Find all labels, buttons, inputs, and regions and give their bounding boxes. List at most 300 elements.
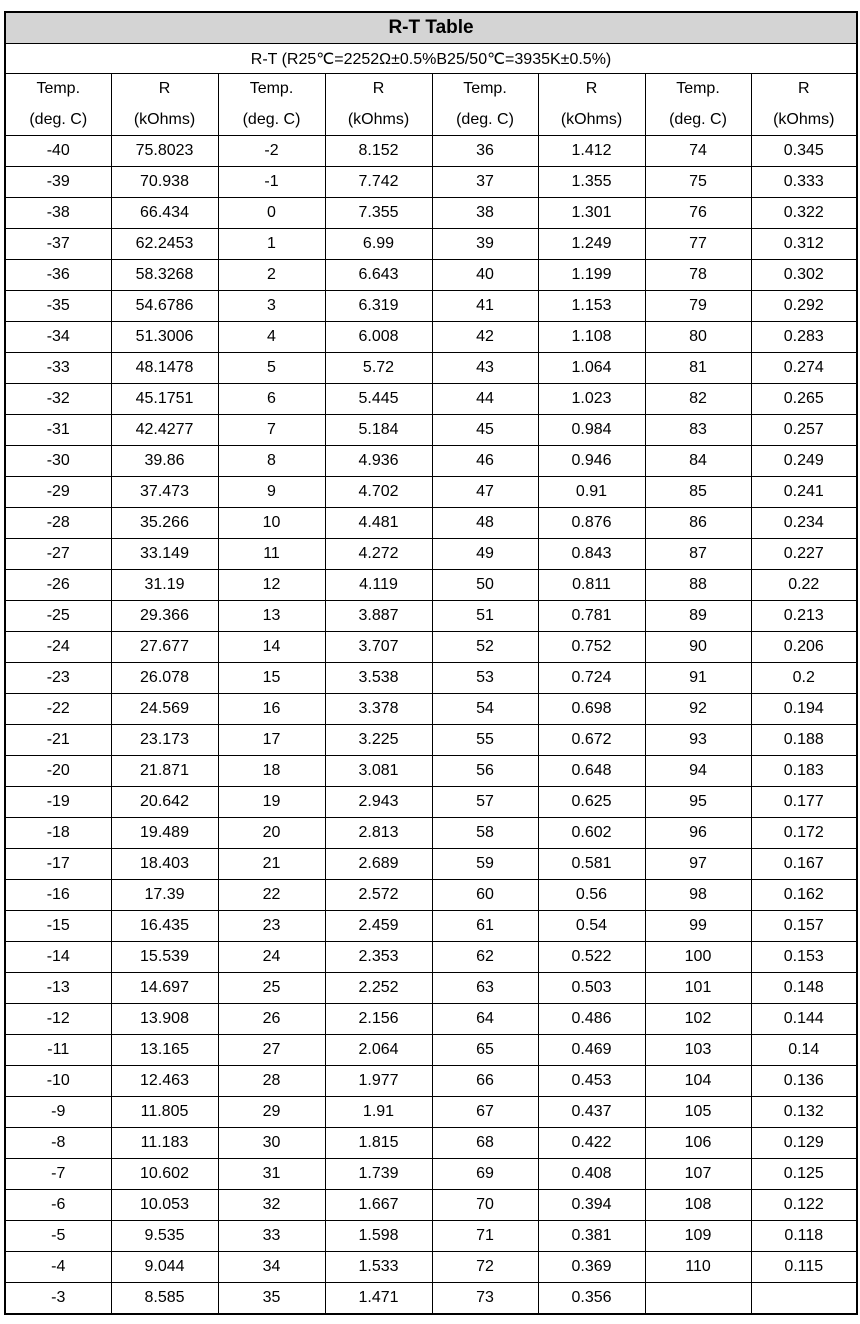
resistance-cell: 7.742 [325,167,432,198]
temp-cell: -12 [5,1004,111,1035]
table-row [5,415,857,446]
temp-cell: -23 [5,663,111,694]
resistance-cell: 0.333 [751,167,857,198]
column-header-4: Temp. [432,74,538,105]
temp-cell: 34 [218,1252,325,1283]
resistance-cell: 0.22 [751,570,857,601]
temp-cell: 69 [432,1159,538,1190]
resistance-cell: 48.1478 [111,353,218,384]
temp-cell: 110 [645,1252,751,1283]
table-row [5,291,857,322]
temp-cell: 15 [218,663,325,694]
temp-cell: -20 [5,756,111,787]
temp-cell: 48 [432,508,538,539]
temp-cell: -34 [5,322,111,353]
resistance-cell: 70.938 [111,167,218,198]
temp-cell: 27 [218,1035,325,1066]
resistance-cell: 0.486 [538,1004,645,1035]
resistance-cell: 0.167 [751,849,857,880]
resistance-cell: 18.403 [111,849,218,880]
resistance-cell: 0.91 [538,477,645,508]
resistance-cell: 4.119 [325,570,432,601]
resistance-cell: 7.355 [325,198,432,229]
resistance-cell: 2.353 [325,942,432,973]
resistance-cell: 1.667 [325,1190,432,1221]
table-row [5,1283,857,1315]
temp-cell: 54 [432,694,538,725]
resistance-cell: 1.153 [538,291,645,322]
resistance-cell: 3.378 [325,694,432,725]
temp-cell: 21 [218,849,325,880]
resistance-cell: 2.252 [325,973,432,1004]
temp-cell: 22 [218,880,325,911]
temp-cell: 12 [218,570,325,601]
temp-cell: 41 [432,291,538,322]
temp-cell: 89 [645,601,751,632]
resistance-cell: 0.876 [538,508,645,539]
resistance-cell: 33.149 [111,539,218,570]
resistance-cell: 0.54 [538,911,645,942]
resistance-cell: 1.301 [538,198,645,229]
resistance-cell: 21.871 [111,756,218,787]
resistance-cell: 0.581 [538,849,645,880]
temp-cell: 25 [218,973,325,1004]
resistance-cell: 27.677 [111,632,218,663]
temp-cell: 58 [432,818,538,849]
temp-cell: 51 [432,601,538,632]
resistance-cell: 0.125 [751,1159,857,1190]
table-row [5,260,857,291]
resistance-cell: 0.811 [538,570,645,601]
temp-cell [645,1283,751,1315]
table-row [5,1035,857,1066]
resistance-cell: 5.72 [325,353,432,384]
resistance-cell: 17.39 [111,880,218,911]
temp-cell: -27 [5,539,111,570]
temp-cell: -2 [218,136,325,167]
resistance-cell: 24.569 [111,694,218,725]
resistance-cell: 0.241 [751,477,857,508]
table-row [5,353,857,384]
temp-cell: 81 [645,353,751,384]
temp-cell: -40 [5,136,111,167]
temp-cell: 70 [432,1190,538,1221]
resistance-cell: 0.946 [538,446,645,477]
resistance-cell: 58.3268 [111,260,218,291]
table-row [5,384,857,415]
temp-cell: -6 [5,1190,111,1221]
table-row [5,229,857,260]
resistance-cell: 0.292 [751,291,857,322]
temp-cell: 8 [218,446,325,477]
resistance-cell: 14.697 [111,973,218,1004]
resistance-cell: 4.272 [325,539,432,570]
resistance-cell: 0.369 [538,1252,645,1283]
temp-cell: 23 [218,911,325,942]
temp-cell: 9 [218,477,325,508]
table-row [5,322,857,353]
temp-cell: -3 [5,1283,111,1315]
temp-cell: -38 [5,198,111,229]
temp-cell: -39 [5,167,111,198]
column-header-7: R [751,74,857,105]
temp-cell: 18 [218,756,325,787]
resistance-cell: 54.6786 [111,291,218,322]
resistance-cell: 0.153 [751,942,857,973]
resistance-cell: 39.86 [111,446,218,477]
resistance-cell: 0.249 [751,446,857,477]
column-header-2: Temp. [218,74,325,105]
temp-cell: 52 [432,632,538,663]
temp-cell: -9 [5,1097,111,1128]
resistance-cell: 0.56 [538,880,645,911]
resistance-cell: 1.471 [325,1283,432,1315]
temp-cell: -31 [5,415,111,446]
temp-cell: -32 [5,384,111,415]
resistance-cell: 1.023 [538,384,645,415]
temp-cell: 67 [432,1097,538,1128]
temp-cell: -16 [5,880,111,911]
resistance-cell: 16.435 [111,911,218,942]
temp-cell: 60 [432,880,538,911]
resistance-cell: 0.257 [751,415,857,446]
temp-cell: 40 [432,260,538,291]
temp-cell: 42 [432,322,538,353]
resistance-cell: 3.887 [325,601,432,632]
resistance-cell: 0.422 [538,1128,645,1159]
temp-cell: 2 [218,260,325,291]
header-row-labels [5,74,857,105]
table-row [5,1066,857,1097]
temp-cell: 35 [218,1283,325,1315]
resistance-cell: 75.8023 [111,136,218,167]
subtitle-row [5,44,857,74]
temp-cell: 19 [218,787,325,818]
temp-cell: 28 [218,1066,325,1097]
table-subtitle: R-T (R25℃=2252Ω±0.5%B25/50℃=3935K±0.5%) [5,44,857,74]
temp-cell: 59 [432,849,538,880]
temp-cell: 63 [432,973,538,1004]
resistance-cell: 0.522 [538,942,645,973]
resistance-cell: 4.702 [325,477,432,508]
resistance-cell: 0.132 [751,1097,857,1128]
temp-cell: 100 [645,942,751,973]
table-row [5,477,857,508]
temp-cell: -30 [5,446,111,477]
header-row-units [5,104,857,136]
temp-cell: 43 [432,353,538,384]
temp-cell: 62 [432,942,538,973]
temp-cell: -29 [5,477,111,508]
column-unit-7: (kOhms) [751,104,857,136]
temp-cell: -15 [5,911,111,942]
table-row [5,198,857,229]
resistance-cell: 0.283 [751,322,857,353]
resistance-cell: 0.162 [751,880,857,911]
temp-cell: -33 [5,353,111,384]
table-row [5,1097,857,1128]
temp-cell: -8 [5,1128,111,1159]
temp-cell: 109 [645,1221,751,1252]
column-unit-0: (deg. C) [5,104,111,136]
temp-cell: 5 [218,353,325,384]
temp-cell: 102 [645,1004,751,1035]
column-header-1: R [111,74,218,105]
temp-cell: -36 [5,260,111,291]
table-row [5,818,857,849]
temp-cell: 45 [432,415,538,446]
temp-cell: 78 [645,260,751,291]
table-row [5,508,857,539]
temp-cell: 72 [432,1252,538,1283]
temp-cell: 16 [218,694,325,725]
temp-cell: 80 [645,322,751,353]
temp-cell: 101 [645,973,751,1004]
temp-cell: 44 [432,384,538,415]
resistance-cell: 1.977 [325,1066,432,1097]
resistance-cell: 0.14 [751,1035,857,1066]
temp-cell: 7 [218,415,325,446]
temp-cell: 74 [645,136,751,167]
resistance-cell: 4.481 [325,508,432,539]
resistance-cell: 6.99 [325,229,432,260]
temp-cell: 26 [218,1004,325,1035]
resistance-cell: 0.437 [538,1097,645,1128]
temp-cell: 97 [645,849,751,880]
resistance-cell: 2.459 [325,911,432,942]
resistance-cell: 1.108 [538,322,645,353]
resistance-cell: 0.118 [751,1221,857,1252]
table-row [5,787,857,818]
temp-cell: 93 [645,725,751,756]
table-row [5,1252,857,1283]
resistance-cell: 66.434 [111,198,218,229]
resistance-cell: 0.356 [538,1283,645,1315]
temp-cell: 49 [432,539,538,570]
table-row [5,539,857,570]
resistance-cell: 19.489 [111,818,218,849]
resistance-cell: 3.538 [325,663,432,694]
resistance-cell: 0.274 [751,353,857,384]
resistance-cell: 0.183 [751,756,857,787]
resistance-cell: 1.533 [325,1252,432,1283]
temp-cell: -5 [5,1221,111,1252]
temp-cell: 17 [218,725,325,756]
resistance-cell: 13.908 [111,1004,218,1035]
temp-cell: -18 [5,818,111,849]
resistance-cell: 51.3006 [111,322,218,353]
resistance-cell: 23.173 [111,725,218,756]
resistance-cell: 29.366 [111,601,218,632]
table-row [5,601,857,632]
resistance-cell: 45.1751 [111,384,218,415]
temp-cell: -11 [5,1035,111,1066]
table-row [5,849,857,880]
resistance-cell: 11.805 [111,1097,218,1128]
resistance-cell: 1.355 [538,167,645,198]
resistance-cell: 0.408 [538,1159,645,1190]
table-row [5,1159,857,1190]
temp-cell: 92 [645,694,751,725]
title-row [5,12,857,44]
resistance-cell: 0.469 [538,1035,645,1066]
resistance-cell: 9.535 [111,1221,218,1252]
resistance-cell: 0.698 [538,694,645,725]
temp-cell: 29 [218,1097,325,1128]
temp-cell: 88 [645,570,751,601]
temp-cell: 84 [645,446,751,477]
temp-cell: -22 [5,694,111,725]
temp-cell: 107 [645,1159,751,1190]
temp-cell: -14 [5,942,111,973]
temp-cell: -19 [5,787,111,818]
resistance-cell: 0.724 [538,663,645,694]
resistance-cell: 0.453 [538,1066,645,1097]
resistance-cell: 0.206 [751,632,857,663]
table-row [5,570,857,601]
resistance-cell: 10.602 [111,1159,218,1190]
resistance-cell: 26.078 [111,663,218,694]
temp-cell: 39 [432,229,538,260]
resistance-cell: 0.752 [538,632,645,663]
temp-cell: 61 [432,911,538,942]
resistance-cell: 0.194 [751,694,857,725]
temp-cell: -1 [218,167,325,198]
temp-cell: 96 [645,818,751,849]
resistance-cell: 0.625 [538,787,645,818]
table-row [5,756,857,787]
resistance-cell: 3.225 [325,725,432,756]
column-unit-2: (deg. C) [218,104,325,136]
resistance-cell: 0.672 [538,725,645,756]
resistance-cell: 5.184 [325,415,432,446]
temp-cell: -21 [5,725,111,756]
resistance-cell: 37.473 [111,477,218,508]
resistance-cell: 0.781 [538,601,645,632]
temp-cell: 57 [432,787,538,818]
resistance-cell: 1.412 [538,136,645,167]
table-row [5,632,857,663]
table-row [5,911,857,942]
temp-cell: 3 [218,291,325,322]
resistance-cell: 2.572 [325,880,432,911]
temp-cell: 10 [218,508,325,539]
temp-cell: 79 [645,291,751,322]
resistance-cell: 0.115 [751,1252,857,1283]
temp-cell: 86 [645,508,751,539]
temp-cell: 31 [218,1159,325,1190]
resistance-cell: 0.2 [751,663,857,694]
temp-cell: 66 [432,1066,538,1097]
resistance-cell: 0.345 [751,136,857,167]
table-row [5,1004,857,1035]
resistance-cell: 1.598 [325,1221,432,1252]
resistance-cell: 0.234 [751,508,857,539]
column-header-6: Temp. [645,74,751,105]
resistance-cell: 6.643 [325,260,432,291]
table-row [5,725,857,756]
resistance-cell: 4.936 [325,446,432,477]
resistance-cell: 1.249 [538,229,645,260]
temp-cell: 71 [432,1221,538,1252]
temp-cell: 32 [218,1190,325,1221]
resistance-cell: 10.053 [111,1190,218,1221]
resistance-cell: 2.813 [325,818,432,849]
temp-cell: 77 [645,229,751,260]
resistance-cell: 2.156 [325,1004,432,1035]
temp-cell: 55 [432,725,538,756]
table-row [5,136,857,167]
resistance-cell: 2.064 [325,1035,432,1066]
table-row [5,446,857,477]
temp-cell: 33 [218,1221,325,1252]
resistance-cell: 0.177 [751,787,857,818]
resistance-cell: 0.213 [751,601,857,632]
table-row [5,663,857,694]
column-unit-5: (kOhms) [538,104,645,136]
resistance-cell: 0.381 [538,1221,645,1252]
temp-cell: 85 [645,477,751,508]
resistance-cell: 0.503 [538,973,645,1004]
temp-cell: 14 [218,632,325,663]
resistance-cell: 0.148 [751,973,857,1004]
temp-cell: -7 [5,1159,111,1190]
resistance-cell: 3.081 [325,756,432,787]
table-row [5,880,857,911]
temp-cell: 91 [645,663,751,694]
resistance-cell: 1.064 [538,353,645,384]
temp-cell: 64 [432,1004,538,1035]
temp-cell: 75 [645,167,751,198]
table-row [5,942,857,973]
resistance-cell: 42.4277 [111,415,218,446]
temp-cell: -4 [5,1252,111,1283]
temp-cell: 76 [645,198,751,229]
resistance-cell: 62.2453 [111,229,218,260]
temp-cell: 13 [218,601,325,632]
resistance-cell: 3.707 [325,632,432,663]
resistance-cell: 6.319 [325,291,432,322]
resistance-cell: 0.394 [538,1190,645,1221]
resistance-cell: 1.199 [538,260,645,291]
temp-cell: 56 [432,756,538,787]
temp-cell: 37 [432,167,538,198]
resistance-cell: 0.843 [538,539,645,570]
resistance-cell: 8.152 [325,136,432,167]
column-unit-3: (kOhms) [325,104,432,136]
temp-cell: 90 [645,632,751,663]
temp-cell: 11 [218,539,325,570]
resistance-cell: 1.739 [325,1159,432,1190]
temp-cell: -35 [5,291,111,322]
temp-cell: 0 [218,198,325,229]
temp-cell: -10 [5,1066,111,1097]
resistance-cell: 0.144 [751,1004,857,1035]
temp-cell: 103 [645,1035,751,1066]
resistance-cell: 0.122 [751,1190,857,1221]
temp-cell: 47 [432,477,538,508]
temp-cell: -26 [5,570,111,601]
column-header-3: R [325,74,432,105]
column-header-5: R [538,74,645,105]
temp-cell: -37 [5,229,111,260]
temp-cell: 98 [645,880,751,911]
temp-cell: -13 [5,973,111,1004]
resistance-cell: 0.157 [751,911,857,942]
resistance-cell: 0.984 [538,415,645,446]
resistance-cell: 5.445 [325,384,432,415]
table-row [5,694,857,725]
